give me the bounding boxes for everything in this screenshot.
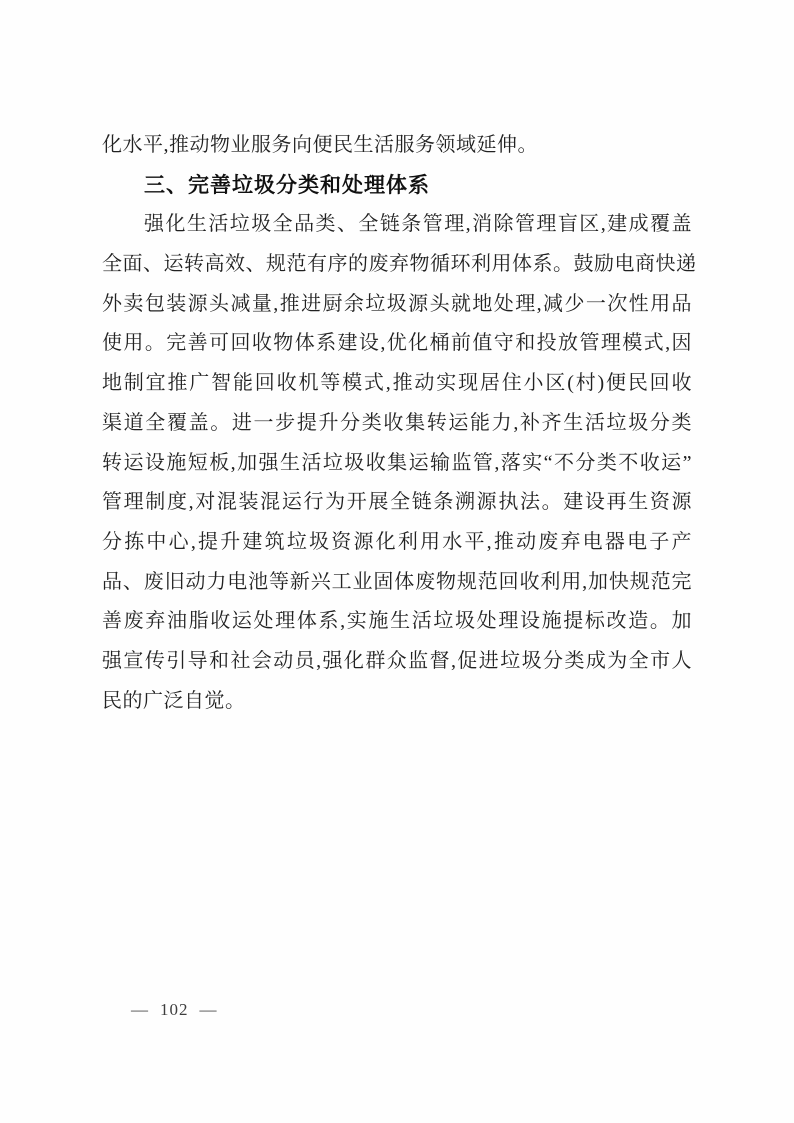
document-body <box>102 126 697 721</box>
body-line: 使用。完善可回收物体系建设,优化桶前值守和投放管理模式,因 <box>102 332 692 355</box>
footer-left-dash: — <box>131 1000 149 1019</box>
body-line: 强化生活垃圾全品类、全链条管理,消除管理盲区,建成覆盖 <box>144 213 692 236</box>
body-line: 转运设施短板,加强生活垃圾收集运输监管,落实“不分类不收运” <box>102 451 692 474</box>
body-line: 外卖包装源头减量,推进厨余垃圾源头就地处理,减少一次性用品 <box>102 292 692 315</box>
body-line: 分拣中心,提升建筑垃圾资源化利用水平,推动废弃电器电子产 <box>102 530 692 553</box>
body-line: 地制宜推广智能回收机等模式,推动实现居住小区(村)便民回收 <box>102 372 692 395</box>
section-heading: 三、完善垃圾分类和处理体系 <box>144 173 430 197</box>
body-line: 强宣传引导和社会动员,强化群众监督,促进垃圾分类成为全市人 <box>102 649 692 672</box>
body-line: 全面、运转高效、规范有序的废弃物循环利用体系。鼓励电商快递 <box>102 253 697 276</box>
body-line: 渠道全覆盖。进一步提升分类收集转运能力,补齐生活垃圾分类 <box>102 411 692 434</box>
body-line: 善废弃油脂收运处理体系,实施生活垃圾处理设施提标改造。加 <box>102 610 692 633</box>
body-line: 管理制度,对混装混运行为开展全链条溯源执法。建设再生资源 <box>102 491 692 514</box>
body-line: 品、废旧动力电池等新兴工业固体废物规范回收利用,加快规范完 <box>102 570 692 593</box>
paragraph-continuation-line: 化水平,推动物业服务向便民生活服务领域延伸。 <box>102 134 538 156</box>
page-number: 102 <box>160 1000 189 1019</box>
paragraph-end-line: 民的广泛自觉。 <box>102 689 246 712</box>
page-footer <box>120 996 229 1024</box>
footer-right-dash: — <box>199 1000 218 1019</box>
